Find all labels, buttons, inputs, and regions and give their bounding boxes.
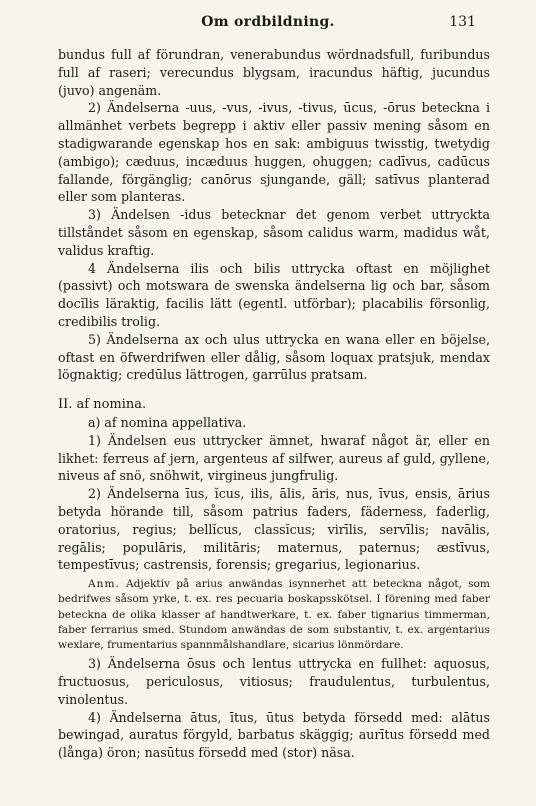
running-title: Om ordbildning. [201, 14, 335, 30]
paragraph-5: 5) Ändelserna ax och ulus uttrycka en wana eller en böjelse, oftast en öfwerdrifwen eller dålig, såsom loquax pratsjuk, mendax lögnaktig; credūlus lättrogen, garrūlus pratsam. [58, 331, 490, 383]
page-body [58, 46, 490, 762]
paragraph-osus: 3) Ändelserna ōsus och lentus uttrycka en fullhet: aquosus, fructuosus, periculosus, vitiosus; fraudulentus, turbulentus, vinolentus. [58, 656, 490, 707]
note-text: Adjektiv på arius anwändas isynnerhet att beteckna något, som bedrifwes såsom yrke, t. ex. res pecuaria boskapsskötsel. I förening med faber beteckna de olika klasser af handtwerkare, t. ex. faber tignarius timmerman, faber ferrarius smed. Stundom anwändas de som substantiv, t. ex. argentarius wexlare, frumentarius spannmålshandlare, sicarius lönmördare. [58, 578, 490, 651]
page-header [60, 14, 476, 38]
page-number: 131 [449, 14, 476, 30]
sub-heading: a) af nomina appellativa. [88, 414, 247, 430]
paragraph-continuation: bundus full af förundran, venerabundus wördnadsfull, furibundus full af raseri; verecundus blygsam, iracundus häftig, jucundus (juvo) angenäm. [58, 47, 490, 98]
note [58, 577, 490, 653]
note-label: Anm. [88, 578, 120, 591]
paragraph-3: 3) Ändelsen -idus betecknar det genom verbet uttryckta tillståndet såsom en egenskap, såsom calidus warm, madidus wåt, validus kraftig. [58, 207, 490, 258]
section-heading: II. af nomina. [58, 397, 147, 413]
paragraph-atus: 4) Ändelserna ātus, ītus, ūtus betyda försedd med: alātus bewingad, auratus förgyld, barbatus skäggig; aurītus försedd med (långa) öron; nasūtus försedd med (stor) näsa. [58, 709, 490, 761]
paragraph-2: 2) Ändelserna -uus, -vus, -ivus, -tivus, ūcus, -ōrus beteckna i allmänhet verbets begrepp i aktiv eller passiv mening såsom en stadigwarande egenskap hos en sak: ambiguus twisstig, twetydig (ambigo); cæduus, incæduus huggen, ohuggen; cadīvus, cadūcus fallande, förgänglig; canōrus sjungande, gäll; satīvus planterad eller som planteras. [58, 100, 490, 205]
paragraph-ius: 2) Ändelserna īus, ĭcus, ilis, ālis, āris, nus, īvus, ensis, ārius betyda hörande till, såsom patrius faders, fäderness, faderlig, oratorius, regius; bellĭcus, classĭcus; virīlis, servīlis; navālis, regālis; populāris, militāris; maternus, paternus; æstīvus, tempestīvus; castrensis, forensis; gregarius, legionarius. [58, 486, 490, 573]
paragraph-eus: 1) Ändelsen eus uttrycker ämnet, hwaraf något är, eller en likhet: ferreus af jern, argenteus af silfwer, aureus af guld, gyllene, niveus af snö, snöhwit, virgineus jungfrulig. [58, 432, 490, 484]
paragraph-4: 4 Ändelserna ilis och bilis uttrycka oftast en möjlighet (passivt) och motswara de swenska ändelserna lig och bar, såsom docĭlis läraktig, facilis lätt (egentl. utförbar); placabilis försonlig, credibilis trolig. [58, 260, 490, 329]
